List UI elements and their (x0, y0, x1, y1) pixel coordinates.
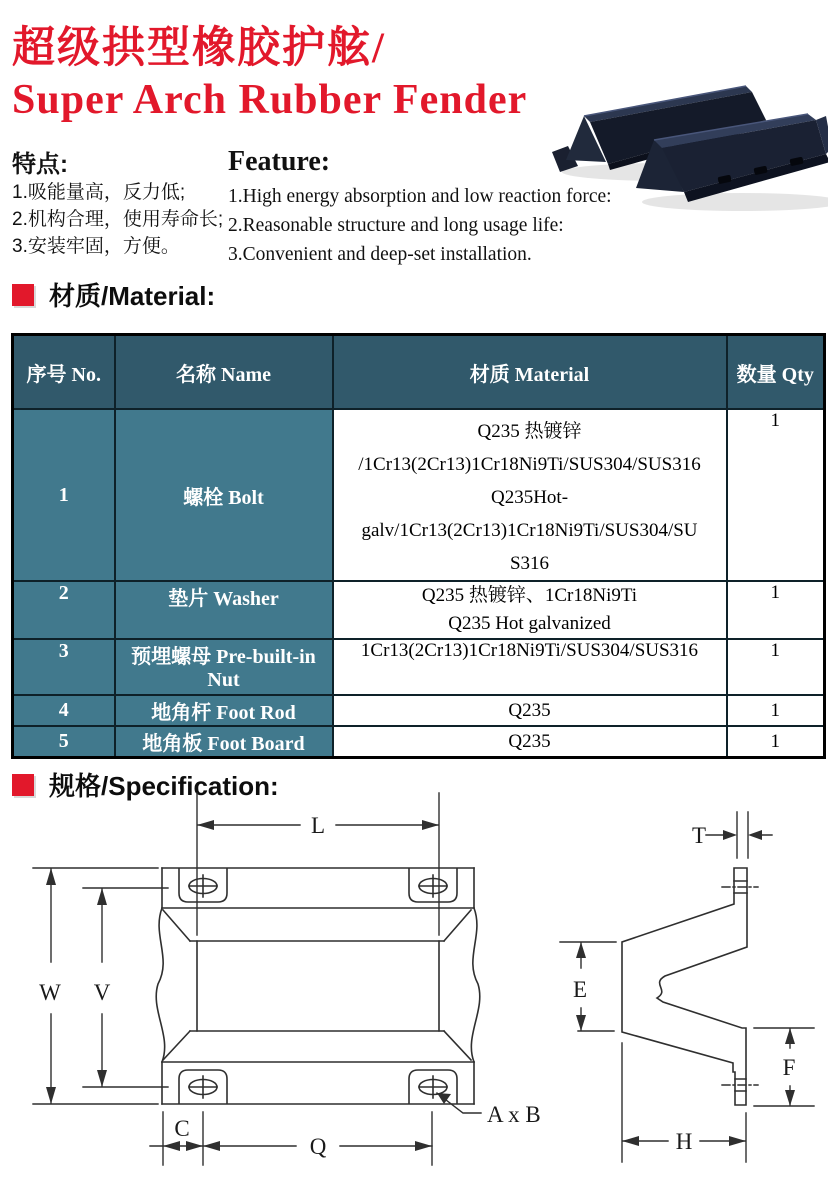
cell-qty: 1 (727, 695, 825, 726)
cell-no: 1 (13, 409, 115, 581)
dim-label-C: C (174, 1116, 190, 1141)
feature-en-item: 3.Convenient and deep-set installation. (228, 244, 532, 265)
col-header-name: 名称 Name (115, 335, 333, 410)
cell-material: Q235 (333, 695, 727, 726)
table-row (13, 639, 825, 695)
material-section-heading (12, 276, 215, 313)
col-header-qty: 数量 Qty (727, 335, 825, 410)
dim-label-AxB: A x B (487, 1102, 541, 1127)
table-row (13, 726, 825, 758)
feature-zh-item: 2.机构合理，使用寿命长; (12, 209, 224, 230)
features-en (228, 146, 612, 269)
dim-label-T: T (691, 823, 707, 848)
cell-name: 螺栓 Bolt (115, 409, 333, 581)
dim-label-E: E (572, 977, 588, 1002)
cell-name: 预埋螺母 Pre-built-in Nut (115, 639, 333, 695)
feature-en-item: 1.High energy absorption and low reaction force: (228, 186, 612, 207)
cell-qty: 1 (727, 726, 825, 758)
front-view-drawing (33, 793, 481, 1165)
features-zh (12, 144, 227, 260)
feature-en-item: 2.Reasonable structure and long usage life: (228, 215, 564, 236)
table-row (13, 409, 825, 581)
material-table (11, 333, 826, 759)
dim-label-L: L (310, 813, 326, 838)
side-view-arrowheads (576, 830, 795, 1146)
dim-label-H: H (675, 1129, 693, 1154)
cell-material (333, 409, 727, 581)
table-row (13, 581, 825, 639)
cell-no: 3 (13, 639, 115, 695)
front-view-dim-labels (39, 813, 541, 1159)
cell-qty: 1 (727, 639, 825, 695)
page-title-en: Super Arch Rubber Fender (12, 77, 528, 123)
cell-material (333, 581, 727, 639)
page-title-zh: 超级拱型橡胶护舷/ (12, 25, 386, 72)
cell-no: 2 (13, 581, 115, 639)
feature-zh-item: 1.吸能量高，反力低; (12, 182, 186, 203)
spec-drawings (0, 785, 830, 1194)
cell-no: 5 (13, 726, 115, 758)
spec-heading-text: 规格/Specification: (49, 771, 279, 801)
cell-qty: 1 (727, 581, 825, 639)
dim-label-V: V (93, 980, 111, 1005)
material-line: /1Cr13(2Cr13)1Cr18Ni9Ti/SUS304/SUS316 (358, 454, 701, 475)
material-line: Q235Hot-galv/1Cr13(2Cr13)1Cr18Ni9Ti/SUS304/SU (361, 487, 698, 541)
features-zh-heading: 特点: (12, 151, 68, 178)
features-en-heading: Feature: (228, 146, 331, 177)
feature-zh-item: 3.安装牢固，方便。 (12, 236, 180, 257)
material-table-header-row (13, 335, 825, 410)
cell-qty: 1 (727, 409, 825, 581)
cell-name: 地角杆 Foot Rod (115, 695, 333, 726)
material-line: Q235 Hot galvanized (448, 613, 611, 634)
material-line: S316 (509, 553, 550, 574)
col-header-no: 序号 No. (13, 335, 115, 410)
red-square-bullet-icon (12, 284, 34, 306)
table-row (13, 695, 825, 726)
dim-label-F: F (782, 1055, 796, 1080)
cell-no: 4 (13, 695, 115, 726)
side-view-drawing (560, 812, 814, 1162)
dim-label-Q: Q (309, 1134, 327, 1159)
material-heading-text: 材质/Material: (49, 281, 216, 311)
cell-name: 地角板 Foot Board (115, 726, 333, 758)
cell-material (333, 639, 727, 695)
material-line: 1Cr13(2Cr13)1Cr18Ni9Ti/SUS304/SUS316 (360, 640, 699, 661)
material-line: Q235 热镀锌、1Cr18Ni9Ti (421, 585, 638, 606)
col-header-material: 材质 Material (333, 335, 727, 410)
side-view-dim-labels (573, 823, 795, 1154)
cell-name: 垫片 Washer (115, 581, 333, 639)
material-line: Q235 热镀锌 (477, 421, 582, 442)
dim-label-W: W (39, 980, 61, 1005)
cell-material: Q235 (333, 726, 727, 758)
